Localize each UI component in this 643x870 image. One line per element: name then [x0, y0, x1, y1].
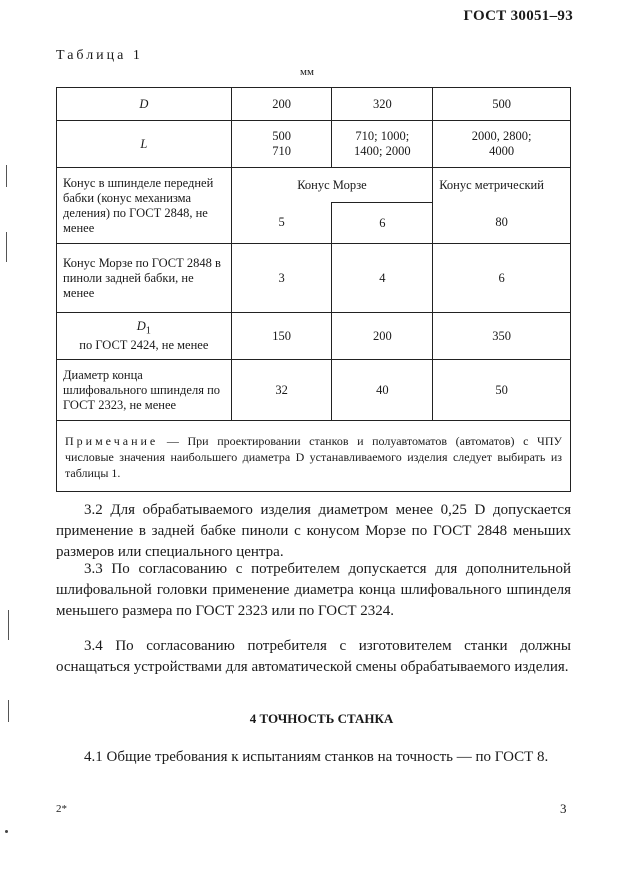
row-l-label: L — [57, 121, 232, 168]
table-row-l — [57, 121, 571, 168]
row-d1-symbol: $D_1$ — [136, 318, 151, 337]
row-tail-value-2: 4 — [332, 244, 433, 313]
table-row-note — [57, 421, 571, 492]
row-grind-label: Диаметр конца шлифовального шпинделя по ГОСТ 2323, не менее — [57, 360, 232, 421]
paragraph-3-3: 3.3 По согласованию с потребителем допускается для дополнительной шлифовальной головки применение диаметра конца шлифовального шпинделя меньшего размера по ГОСТ 2323 или по ГОСТ 2324. — [56, 561, 571, 619]
row-d-value-3: 500 — [433, 88, 571, 121]
page-number: 3 — [560, 801, 567, 816]
row-grind-value-2: 40 — [332, 360, 433, 421]
paragraph-3-2: 3.2 Для обрабатываемого изделия диаметром менее 0,25 D допускается применение в задней бабке пиноли с конусом Морзе по ГОСТ 2848 меньших размеров или специального центра. — [56, 502, 571, 560]
row-d1-label — [57, 313, 232, 360]
row-l-value-1-line1: 500 — [272, 129, 291, 143]
note-label: Примечание — [65, 434, 159, 448]
table-row-cone-types — [57, 168, 571, 203]
row-d1-value-3: 350 — [433, 313, 571, 360]
row-cone-value-3: 80 — [433, 203, 571, 244]
section-title-4: 4 ТОЧНОСТЬ СТАНКА — [249, 711, 394, 726]
row-l-value-1-line2: 710 — [272, 144, 291, 158]
row-cone-label: Конус в шпинделе передней бабки (конус механизма деления) по ГОСТ 2848, не менее — [57, 168, 232, 244]
sheet-mark: 2* — [56, 803, 67, 815]
morse-cone-header: Конус Морзе — [231, 168, 433, 203]
row-cone-value-2: 6 — [332, 203, 433, 244]
paragraph-4-1: 4.1 Общие требования к испытаниям станков на точность — по ГОСТ 8. — [84, 749, 549, 765]
row-l-value-3-line1: 2000, 2800; — [471, 129, 532, 143]
table-note — [57, 421, 571, 492]
row-l-value-2-line2: 1400; 2000 — [354, 144, 411, 158]
table-row-tailstock — [57, 244, 571, 313]
scan-margin-mark — [6, 165, 7, 187]
row-l-value-2-line1: 710; 1000; — [355, 129, 410, 143]
row-d-value-2: 320 — [332, 88, 433, 121]
row-grind-value-1: 32 — [231, 360, 332, 421]
scan-margin-mark — [8, 610, 9, 640]
row-d-label: D — [57, 88, 232, 121]
row-l-value-3-line2: 4000 — [489, 144, 515, 158]
row-d1-text: по ГОСТ 2424, не менее — [79, 338, 209, 353]
table-row-grinding-spindle — [57, 360, 571, 421]
row-tail-label: Конус Морзе по ГОСТ 2848 в пиноли задней бабки, не менее — [57, 244, 232, 313]
note-text: — При проектировании станков и полуавтоматов (автоматов) с ЧПУ числовые значения наибольшего диаметра D устанавливаемого изделия следует выбирать из таблицы 1. — [65, 434, 563, 480]
row-grind-value-3: 50 — [433, 360, 571, 421]
scan-dot — [5, 830, 8, 833]
table-unit: мм — [300, 66, 314, 78]
document-id-header: ГОСТ 30051–93 — [463, 8, 573, 24]
row-l-value-3 — [433, 121, 571, 168]
row-l-value-2 — [332, 121, 433, 168]
table-row-d1 — [57, 313, 571, 360]
row-cone-value-1: 5 — [231, 203, 332, 244]
table-row-d — [57, 88, 571, 121]
metric-cone-header: Конус метрический — [433, 168, 571, 203]
scan-margin-mark — [6, 232, 7, 262]
row-tail-value-1: 3 — [231, 244, 332, 313]
row-tail-value-3: 6 — [433, 244, 571, 313]
row-l-value-1 — [231, 121, 332, 168]
paragraph-3-4: 3.4 По согласованию потребителя с изготовителем станки должны оснащаться устройствами для автоматической смены обрабатываемого изделия. — [56, 638, 571, 675]
scan-margin-mark — [8, 700, 9, 722]
spec-table — [56, 87, 571, 492]
row-d1-value-1: 150 — [231, 313, 332, 360]
row-d-value-1: 200 — [231, 88, 332, 121]
row-d1-value-2: 200 — [332, 313, 433, 360]
table-label: Таблица 1 — [56, 48, 143, 63]
